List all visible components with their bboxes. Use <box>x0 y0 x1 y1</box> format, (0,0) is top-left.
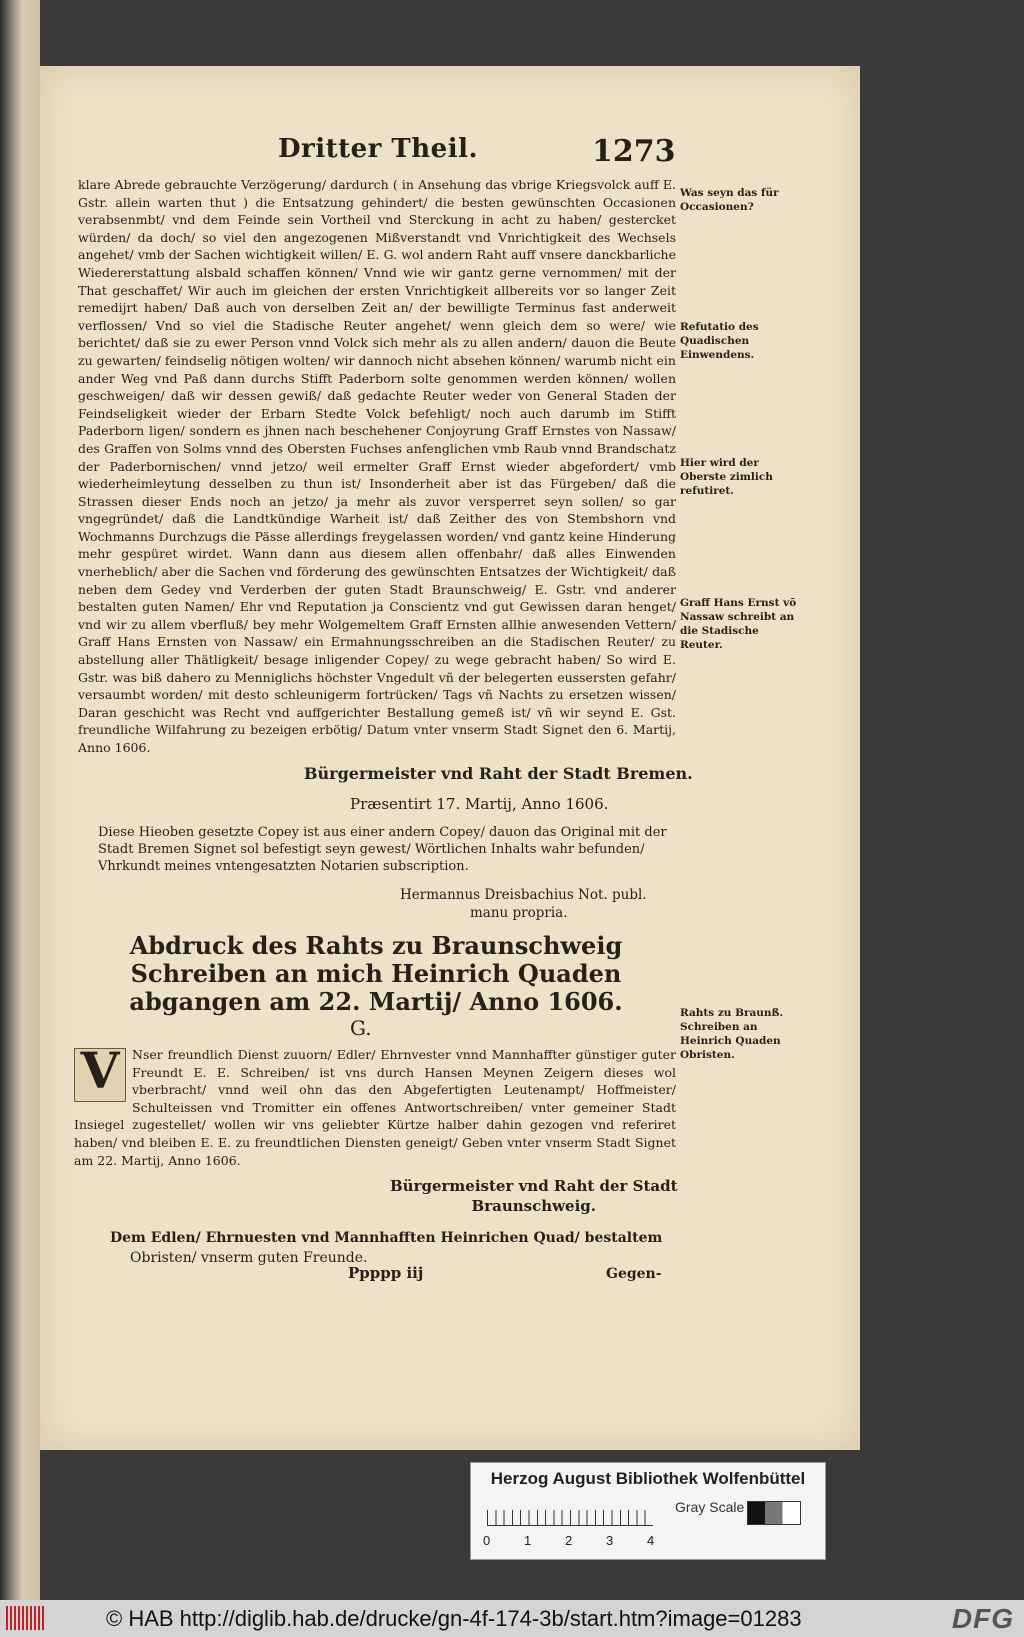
decorated-initial: V <box>74 1048 126 1102</box>
barcode-icon <box>6 1606 46 1630</box>
notary-subscription <box>400 886 647 922</box>
ruler-number: 4 <box>647 1533 655 1548</box>
catchword: Gegen- <box>606 1266 662 1282</box>
footer-bar <box>0 1600 1024 1637</box>
color-calibration-card <box>470 1462 826 1560</box>
running-title: Dritter Theil. <box>278 134 479 164</box>
marginal-note: Hier wird der Oberste zimlich refutiret. <box>680 457 773 497</box>
signature-line: Bürgermeister vnd Raht der Stadt <box>390 1177 678 1195</box>
adjacent-page-edge <box>0 0 40 1600</box>
letter-paragraph: Nser freundlich Dienst zuuorn/ Edler/ Ehrnvester vnnd Mannhaffter günstiger guter Freundt E. E. Schreiben/ ist vns durch Hansen Meynen Zeigern dieses wol vberbracht/ vnnd weil ohn das den Abgefertigten Leutenampt/ Hoffmeister/ Schulteissen vnd Tromitter ein offenes Antwortschreiben/ vnter gemeiner Stadt Insiegel zugestellet/ wollen wir vns geliebter Kürtze halber dahin gezogen vnd referiret haben/ vnd bleiben E. E. zu freundtlichen Diensten geneigt/ Geben vnter vnserm Stadt Signet am 22. Martij, Anno 1606. <box>74 1047 676 1168</box>
ruler-number: 2 <box>565 1533 573 1548</box>
signature-mark: Ppppp iij <box>348 1264 424 1282</box>
gray-scale-swatch <box>747 1501 801 1525</box>
signature-line: Braunschweig. <box>471 1197 597 1215</box>
source-credit[interactable]: © HAB http://diglib.hab.de/drucke/gn-4f-174-3b/start.htm?image=01283 <box>106 1606 802 1631</box>
section-letter: G. <box>350 1016 372 1040</box>
ruler-number: 1 <box>524 1533 532 1548</box>
marginal-note: Graff Hans Ernst vō Nassaw schreibt an die Stadische Reuter. <box>680 597 797 651</box>
marginal-note: Refutatio des Quadischen Einwendens. <box>680 321 759 361</box>
signature-bremen: Bürgermeister vnd Raht der Stadt Bremen. <box>304 764 693 783</box>
ruler-scale <box>487 1499 653 1526</box>
book-page <box>40 66 860 1450</box>
copy-attestation: Diese Hieoben gesetzte Copey ist aus einer andern Copey/ dauon das Original mit der Stadt Bremen Signet sol befestigt seyn gewest/ Wörtlichen Inhalts wahr befunden/ Vhrkundt meines vntengesatzten Notarien subscription. <box>98 825 667 874</box>
letter-address <box>110 1228 670 1268</box>
dfg-logo: DFG <box>951 1603 1014 1634</box>
body-paragraph: klare Abrede gebrauchte Verzögerung/ dardurch ( in Ansehung das vbrige Kriegsvolck auff E. Gstr. allein warten thut ) die Entsatzung gehindert/ die besten gewünschten Occasionen verabsenmbt/ vnd dem Feinde sein Vortheil vnd Sterckung in acht zu haben/ gestercket würden/ da doch/ so viel den angezogenen Mißverstandt vnd Vnrichtigkeit des Wechsels angehet/ vmb der Sachen wichtigkeit willen/ E. G. wol andern Raht auff vnsere danckbarliche Wiedererstattung alsbald schaffen können/ Vnnd wie wir gantz gerne vernommen/ mit der That geschaffet/ Wir auch im gleichen der ersten Vnrichtigkeit allbereits vor so langer Zeit remedijrt haben/ Daß auch von derselben Zeit an/ der bewilligte Terminus fast anderweit verflossen/ Vnd so viel die Stadische Reuter angehet/ wenn gleich dem so were/ wie berichtet/ daß sie zu ewer Person vnnd Volck sich mehr als zu allen andern/ dauon die Beute zu gewarten/ feindselig nötigen wolten/ wir dannoch nicht absehen können/ warumb nicht ein ander Weg vnd Paß dann durchs Stifft Paderborn solte genommen werden können/ wollen geschweigen/ daß wir dessen gewiß/ daß gedachte Reuter weder von General Staden der Feindseligkeit wieder der Erbarn Stedte Volck befehligt/ noch auch darumb im Stifft Paderborn ligen/ sondern es jhnen nach beschehener Conjoyrung Graff Ernstes von Nassaw/ des Graffen von Solms vnnd des Obersten Fuchses anfenglichen vmb Raub vnnd Brandschatz der Paderbornischen/ vnnd jetzo/ weil ermelter Graff Ernst wieder abgefordert/ vmb wiederheimleytung desselben zu thun ist/ Insonderheit aber ist das Fürgeben/ daß die Strassen dieser Ends noch an jetzo/ ja mehr als zuvor versperret seyn sollen/ so gar vngegründet/ daß die Landtkündige Warheit ist/ daß Zeither des von Stembshorn vnd Wochmanns Durchzugs die Pässe allerdings freygelassen worden/ vnd gantz keine Hinderung mehr gespüret wirdet. Wann dann aus diesem allen offenbahr/ daß alles Einwenden vnerheblich/ aber die Sachen vnd förderung des gewünschten Entsatzes der Wichtigkeit/ daß neben dem Gedey vnd Verderben der guten Stadt Braunschweig/ E. Gstr. vnd anderer bestalten guten Namen/ Ehr vnd Reputation ja Conscientz vnd gut Gewissen daran henget/ vnd wir zu allem vberfluß/ bey mehr Wolgemeltem Graff Ernsten allhie anwesenden Vettern/ Graff Hans Ernsten von Nassaw/ ein Ermahnungsschreiben an die Stadischen Reuter/ zu abstellung aller Thätligkeit/ besage inligender Copey/ zu wege gebracht haben/ So wird E. Gstr. was biß dahero zu Menniglichs höchster Vngedult vñ der belegerten eussersten gefahr/ versaumbt worden/ mit desto schleunigerm fortrücken/ Tags vñ Nachts zu ersetzen wissen/ Daran geschicht was Recht vnd auffgerichter Bestallung gemeß ist/ vñ wir seynd E. Gst. freundliche Wilfahrung zu bezeigen erbötig/ Datum vnter vnserm Stadt Signet den 6. Martij, Anno 1606. <box>78 177 676 755</box>
library-name: Herzog August Bibliothek Wolfenbüttel <box>490 1469 806 1488</box>
ruler-number: 0 <box>483 1533 491 1548</box>
signature-braunschweig <box>390 1176 678 1216</box>
letter-text <box>74 1041 676 1169</box>
marginal-note: Rahts zu Braunß. Schreiben an Heinrich Quaden Obristen. <box>680 1007 784 1061</box>
marginal-note: Was seyn das für Occasionen? <box>680 187 779 213</box>
ruler-number: 3 <box>606 1533 614 1548</box>
page-number: 1273 <box>592 134 676 169</box>
notary-hand: manu propria. <box>470 905 568 921</box>
gray-scale-label: Gray Scale <box>675 1499 745 1515</box>
section-heading: Abdruck des Rahts zu Braunschweig Schreiben an mich Heinrich Quaden abgangen am 22. Martij/ Anno 1606. <box>129 931 623 1016</box>
address-line: Obristen/ vnserm guten Freunde. <box>130 1250 368 1266</box>
running-header <box>40 134 860 174</box>
main-text <box>78 176 676 757</box>
address-line: Dem Edlen/ Ehrnuesten vnd Mannhafften Heinrichen Quad/ bestaltem <box>110 1230 663 1246</box>
presented-date: Præsentirt 17. Martij, Anno 1606. <box>350 795 609 813</box>
notary-name: Hermannus Dreisbachius Not. publ. <box>400 887 647 903</box>
